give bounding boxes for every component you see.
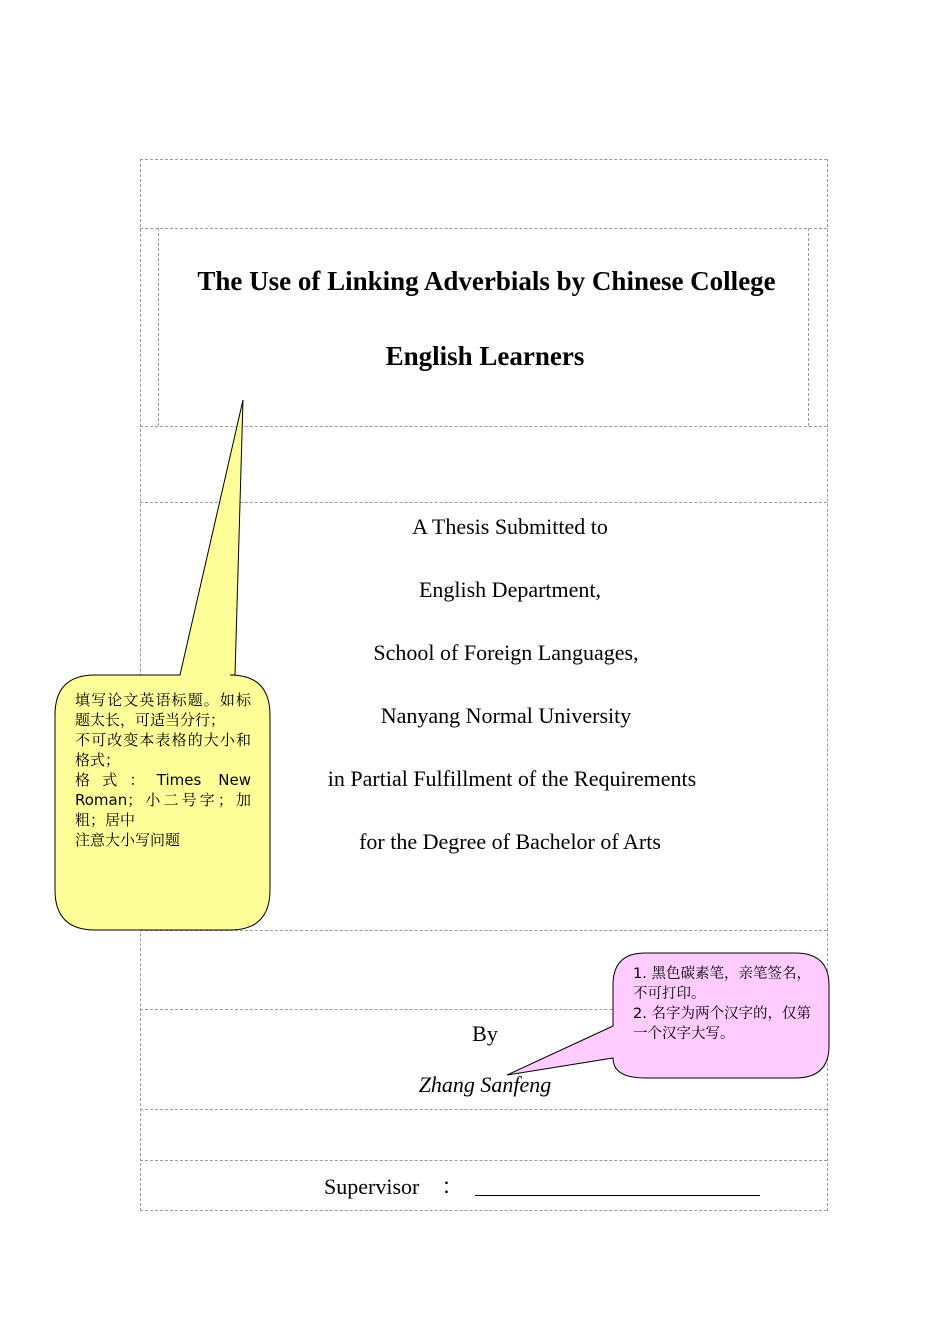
by-label: By: [472, 1021, 498, 1046]
submission-line: for the Degree of Bachelor of Arts: [359, 829, 661, 854]
note-line: 格式：Times New Roman；小二号字；加粗；居中: [75, 771, 251, 829]
note-line: 注意大小写问题: [75, 831, 181, 849]
note-line: 不可改变本表格的大小和格式；: [75, 731, 251, 769]
thesis-title-line-2: English Learners: [385, 341, 585, 371]
submission-line: School of Foreign Languages,: [373, 640, 639, 665]
title-format-note: [75, 690, 251, 850]
title-note-bubble: [55, 400, 270, 930]
thesis-title-line-1: The Use of Linking Adverbials by Chinese College: [197, 266, 776, 296]
submission-line: English Department,: [418, 577, 602, 602]
note-line: 填写论文英语标题。如标题太长，可适当分行；: [75, 691, 251, 729]
signature-note: [633, 964, 818, 1044]
note-line: 2. 名字为两个汉字的，仅第一个汉字大写。: [633, 1006, 811, 1042]
submission-line: Nanyang Normal University: [380, 703, 632, 728]
submission-line: A Thesis Submitted to: [412, 514, 608, 539]
submission-line: in Partial Fulfillment of the Requirements: [327, 766, 697, 791]
note-line: 1. 黑色碳素笔，亲笔签名，不可打印。: [633, 966, 811, 1002]
supervisor-label: Supervisor ：: [324, 1174, 464, 1199]
author-name: Zhang Sanfeng: [418, 1072, 552, 1097]
